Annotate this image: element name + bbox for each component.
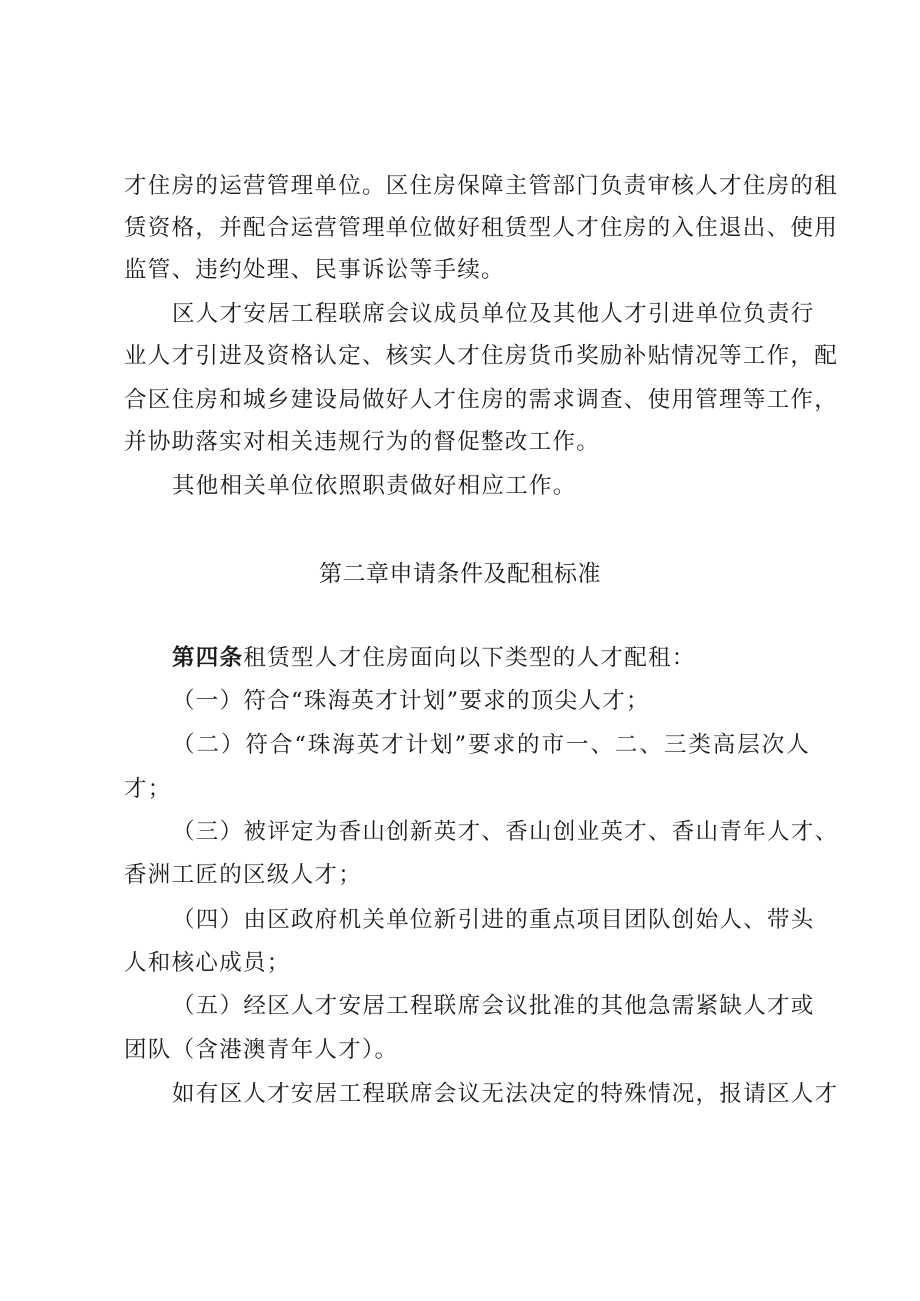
list-item-continuation: 人和核心成员；	[124, 950, 291, 976]
article-label: 第四条	[172, 645, 244, 671]
paragraph-line: 合区住房和城乡建设局做好人才住房的需求调查、使用管理等工作，	[124, 387, 839, 413]
list-item-continuation: 才；	[124, 776, 172, 802]
list-item: （四）由区政府机关单位新引进的重点项目团队创始人、带头	[172, 907, 815, 933]
list-item: （二）符合“珠海英才计划”要求的市一、二、三类高层次人	[172, 732, 810, 758]
paragraph-line: 监管、违约处理、民事诉讼等手续。	[124, 257, 505, 283]
list-item: （三）被评定为香山创新英才、香山创业英才、香山青年人才、	[172, 819, 839, 845]
paragraph-line: 赁资格，并配合运营管理单位做好租赁型人才住房的入住退出、使用	[124, 215, 839, 241]
paragraph-line: 其他相关单位依照职责做好相应工作。	[172, 473, 577, 499]
chapter-title: 第二章申请条件及配租标准	[319, 561, 601, 587]
article-intro: 租赁型人才住房面向以下类型的人才配租：	[243, 645, 696, 671]
paragraph-line: 如有区人才安居工程联席会议无法决定的特殊情况，报请区人才	[172, 1081, 839, 1107]
list-item: （五）经区人才安居工程联席会议批准的其他急需紧缺人才或	[172, 993, 815, 1019]
list-item-continuation: 香洲工匠的区级人才；	[124, 862, 363, 888]
list-item-continuation: 团队（含港澳青年人才）。	[124, 1037, 399, 1063]
paragraph-line: 区人才安居工程联席会议成员单位及其他人才引进单位负责行	[172, 301, 815, 327]
paragraph-line: 并协助落实对相关违规行为的督促整改工作。	[124, 429, 601, 455]
paragraph-line: 才住房的运营管理单位。区住房保障主管部门负责审核人才住房的租	[124, 173, 839, 199]
article-intro-line	[172, 643, 696, 673]
paragraph-line: 业人才引进及资格认定、核实人才住房货币奖励补贴情况等工作，配	[124, 343, 839, 369]
list-item: （一）符合“珠海英才计划”要求的顶尖人才；	[172, 688, 650, 714]
